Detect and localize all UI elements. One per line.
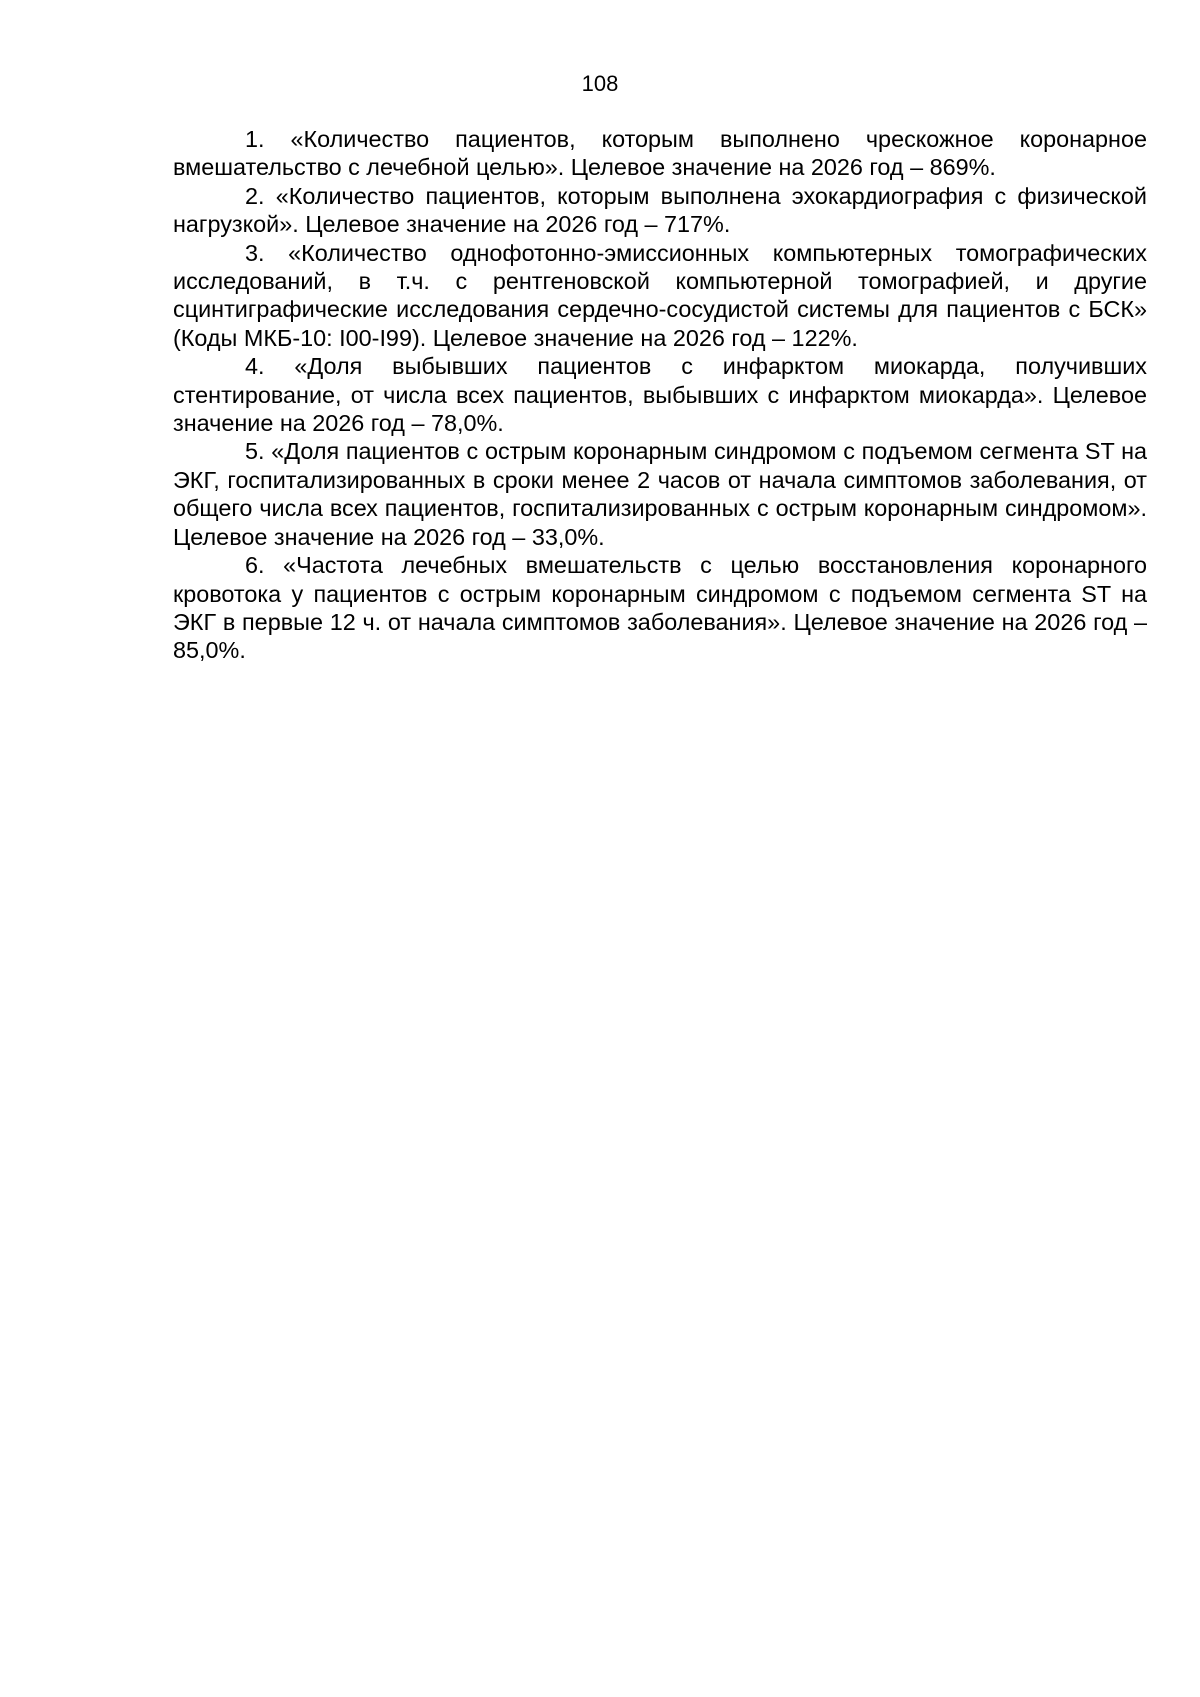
document-body (173, 125, 1147, 665)
list-item: 3. «Количество однофотонно-эмиссионных компьютерных томографических исследований, в т.ч. с рентгеновской компьютерной томографией, и другие сцинтиграфические исследования сердечно-сосудистой системы для пациентов с БСК» (Коды МКБ-10: I00-I99). Целевое значение на 2026 год – 122%. (173, 239, 1147, 351)
list-item: 2. «Количество пациентов, которым выполнена эхокардиография с физической нагрузкой». Целевое значение на 2026 год – 717%. (173, 182, 1147, 238)
list-item: 5. «Доля пациентов с острым коронарным синдромом с подъемом сегмента ST на ЭКГ, госпитализированных в сроки менее 2 часов от начала симптомов заболевания, от общего числа всех пациентов, госпитализированных с острым коронарным синдромом». Целевое значение на 2026 год – 33,0%. (173, 438, 1147, 550)
list-item: 6. «Частота лечебных вмешательств с целью восстановления коронарного кровотока у пациентов с острым коронарным синдромом с подъемом сегмента ST на ЭКГ в первые 12 ч. от начала симптомов заболевания». Целевое значение на 2026 год – 85,0%. (173, 552, 1147, 664)
list-item: 1. «Количество пациентов, которым выполнено чрескожное коронарное вмешательство с лечебной целью». Целевое значение на 2026 год – 869%. (173, 126, 1147, 181)
list-item: 4. «Доля выбывших пациентов с инфарктом миокарда, получивших стентирование, от числа всех пациентов, выбывших с инфарктом миокарда». Целевое значение на 2026 год – 78,0%. (173, 353, 1147, 437)
page-number: 108 (581, 71, 619, 96)
